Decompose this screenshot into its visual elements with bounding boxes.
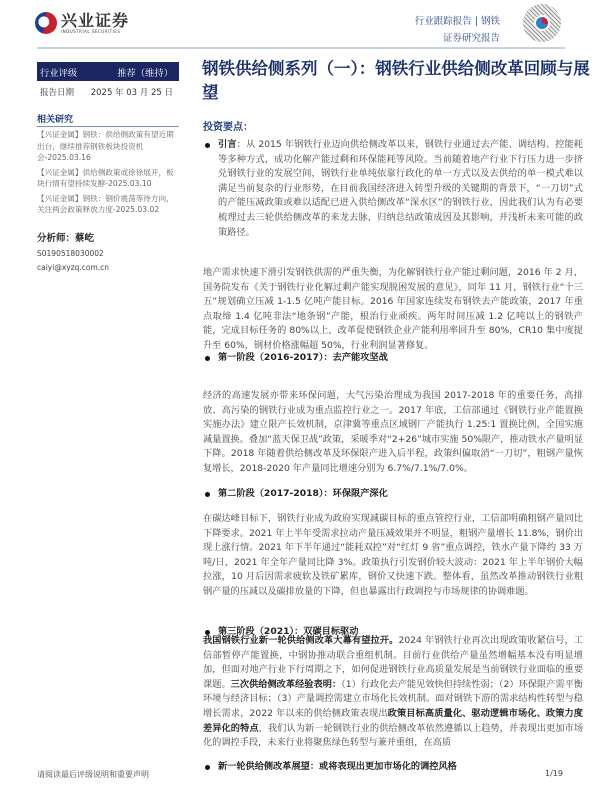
rating-label: 行业评级 (40, 67, 78, 79)
bold-text: 政策目标高质量化、驱动逻辑市场化、政策力度差异化的特点 (203, 707, 583, 734)
text: （1）行政化去产能见效快但持续性弱；（2）环保限产需平衡环境与经济目标；（3）产量调控需建立市场化长效机制。面对钢铁下游的需求结构性转型与稳增长需求，2022 年以来的供给侧政策表现出 (203, 678, 583, 719)
report-type (415, 13, 500, 47)
text: 2024 年钢铁行业再次出现政策收紧信号，工信部暂停产能置换，中钢协推动联合重组机制。目前行业供给产量虽然增幅基本没有明显增加，但面对地产行业下行周期之下，如何促进钢铁行业高质量发展是当前钢铁行业面临的重要课题。 (203, 635, 583, 690)
report-category: 行业跟踪报告 | 钢铁 (414, 16, 500, 27)
page-number: 1/19 (545, 769, 563, 778)
section-paragraph-4 (203, 634, 583, 751)
bold-text: 我国钢铁行业新一轮供给侧改革大幕有望拉开。 (203, 635, 399, 646)
related-research-list (37, 129, 177, 219)
date-value: 2025 年 03 月 25 日 (90, 88, 173, 98)
related-item[interactable]: 【兴证金属】钢铁：钢价震荡等待方向，关注两会政策释放力度-2025.03.02 (37, 193, 174, 214)
analyst-id: S0190518030002 (37, 249, 104, 258)
bullet-icon (205, 765, 210, 770)
bullet-icon (205, 143, 210, 148)
industry-rating (37, 62, 179, 81)
intro-text: ：从 2015 年钢铁行业迈向供给侧改革以来，钢铁行业通过去产能、调结构、控能耗等多种方式，成功化解产能过剩和环保能耗等风险。当前随着地产行业下行压力进一步挤兑钢铁行业的发展空间，钢铁行业单纯依靠行政化的单一方式以及去供给的单一模式难以满足当前复杂的行业形势，在目前我国经济进入转型升级的关键期的背景下，“一刀切”式的产能压减政策或难以适配已进入供给侧改革“深水区”的钢铁行业，因此我们认为有必要梳理过去三轮供给侧改革的来龙去脉，归纳总结政策成因及其影响，并浅析未来可能的政策路径。 (218, 139, 583, 238)
logo-subtext: INDUSTRIAL SECURITIES (61, 29, 121, 34)
header-divider (37, 47, 565, 49)
analyst-name: 分析师：蔡屹 (37, 233, 95, 244)
rating-value: 推荐（维持） (117, 67, 173, 79)
heading-text: 第三阶段（2021）：双碳目标驱动 (218, 626, 359, 638)
heading-text: 新一轮供给侧改革展望：或将表现出更加市场化的调控风格 (218, 760, 457, 772)
section-paragraph-2: 经济的高速发展亦带来环保问题，大气污染治理成为我国 2017-2018 年的重要任务，高排放、高污染的钢铁行业成为重点监控行业之一。2017 年底，工信部通过《钢铁行业产能置换实施办法》建立限产长效机制，京津冀等重点区域钢厂产能执行 1.25:1 置换比例，全国实施减量置换。叠加“蓝天保卫战”政策，采暖季对“2+26”城市实施 50%限产，推动铁水产量明显下降。2018 年随着供给侧改革及环保限产进入后半程，政策纠偏取消“一刀切”，粗钢产量恢复增长，2018-2020 年产量同比增速分别为 6.7%/7.1%/7.0%。 (203, 390, 583, 474)
intro-lead: 引言 (218, 139, 237, 150)
heading-text: 第二阶段（2017-2018）：环保限产深化 (218, 487, 388, 499)
section-paragraph-1: 地产需求快速下滑引发钢铁供需的严重失衡，为化解钢铁行业产能过剩问题，2016 年 2 月，国务院发布《关于钢铁行业化解过剩产能实现脱困发展的意见》，同年 11 月，钢铁行业“十三五”规划确立压减 1-1.5 亿吨产能目标。2016 年国家连续发布钢铁去产能政策，2017 年重点取缔 1.4 亿吨非法“地条钢”产能，根治行业顽疾。两年时间压减 1.2 亿吨以上的钢铁产能，完成目标任务的 80%以上，改革促使钢铁企业产能利用率回升至 80%，CR10 集中度提升至 60%，钢材价格涨幅超 50%，行业利润显著修复。 (203, 267, 583, 351)
company-logo (35, 12, 129, 34)
section-heading-2 (203, 487, 583, 502)
related-item[interactable]: 【兴证金属】供给侧政策或徐徐展开，板块行情有望持续发酵-2025.03.10 (37, 167, 174, 188)
logo-icon (35, 12, 57, 34)
footer-disclaimer: 请阅读最后评级说明和重要声明 (37, 770, 149, 779)
report-kind: 证券研究报告 (442, 33, 500, 44)
key-points-heading: 投资要点： (203, 122, 253, 133)
logo-text: 兴业证券 (61, 11, 130, 30)
bullet-icon (205, 492, 210, 497)
related-item[interactable]: 【兴证金属】钢铁：供给侧政策有望近期出台，继续推荐钢铁板块投资机会-2025.03.16 (37, 130, 174, 162)
heading-text: 第一阶段（2016-2017）：去产能攻坚战 (218, 352, 388, 364)
date-label: 报告日期 (40, 88, 75, 98)
qr-code-icon (523, 4, 561, 42)
page-title: 钢铁供给侧系列（一）：钢铁行业供给侧改革回顾与展望 (202, 59, 590, 102)
analyst-email[interactable]: caiyi@xyzq.com.cn (37, 263, 110, 272)
section-paragraph-3: 在碳达峰目标下，钢铁行业成为政府实现减碳目标的重点管控行业，工信部明确粗钢产量同比下降要求。2021 年上半年受需求拉动产量压减效果并不明显，粗钢产量增长 11.8%，钢价出现上涨行情。2021 年下半年通过“能耗双控”对“红灯 9 省”重点调控，铁水产量下降约 33 万吨/日，2021 年全年产量同比降 3%。政策执行引发钢价较大波动：2021 年上半年钢价大幅拉涨，10 月后因需求疲软及铁矿累库，钢价又快速下跌。整体看，虽然改革推动钢铁行业粗钢产量的压减以及碳排放量的下降，但也暴露出行政调控与市场规律的协调难题。 (203, 513, 583, 597)
text: ，我们认为新一轮钢铁行业的供给侧改革依然遵循以上趋势，并表现出更加市场化的调控手段，未来行业将聚焦绿色转型与兼并重组，在高质 (203, 722, 584, 749)
section-heading-4 (203, 760, 583, 775)
bold-text: 三次供给侧改革经验表明： (230, 678, 342, 690)
bullet-icon (205, 356, 210, 361)
report-date (37, 86, 179, 98)
related-research-title: 相关研究 (37, 112, 179, 127)
intro-paragraph (203, 138, 583, 240)
